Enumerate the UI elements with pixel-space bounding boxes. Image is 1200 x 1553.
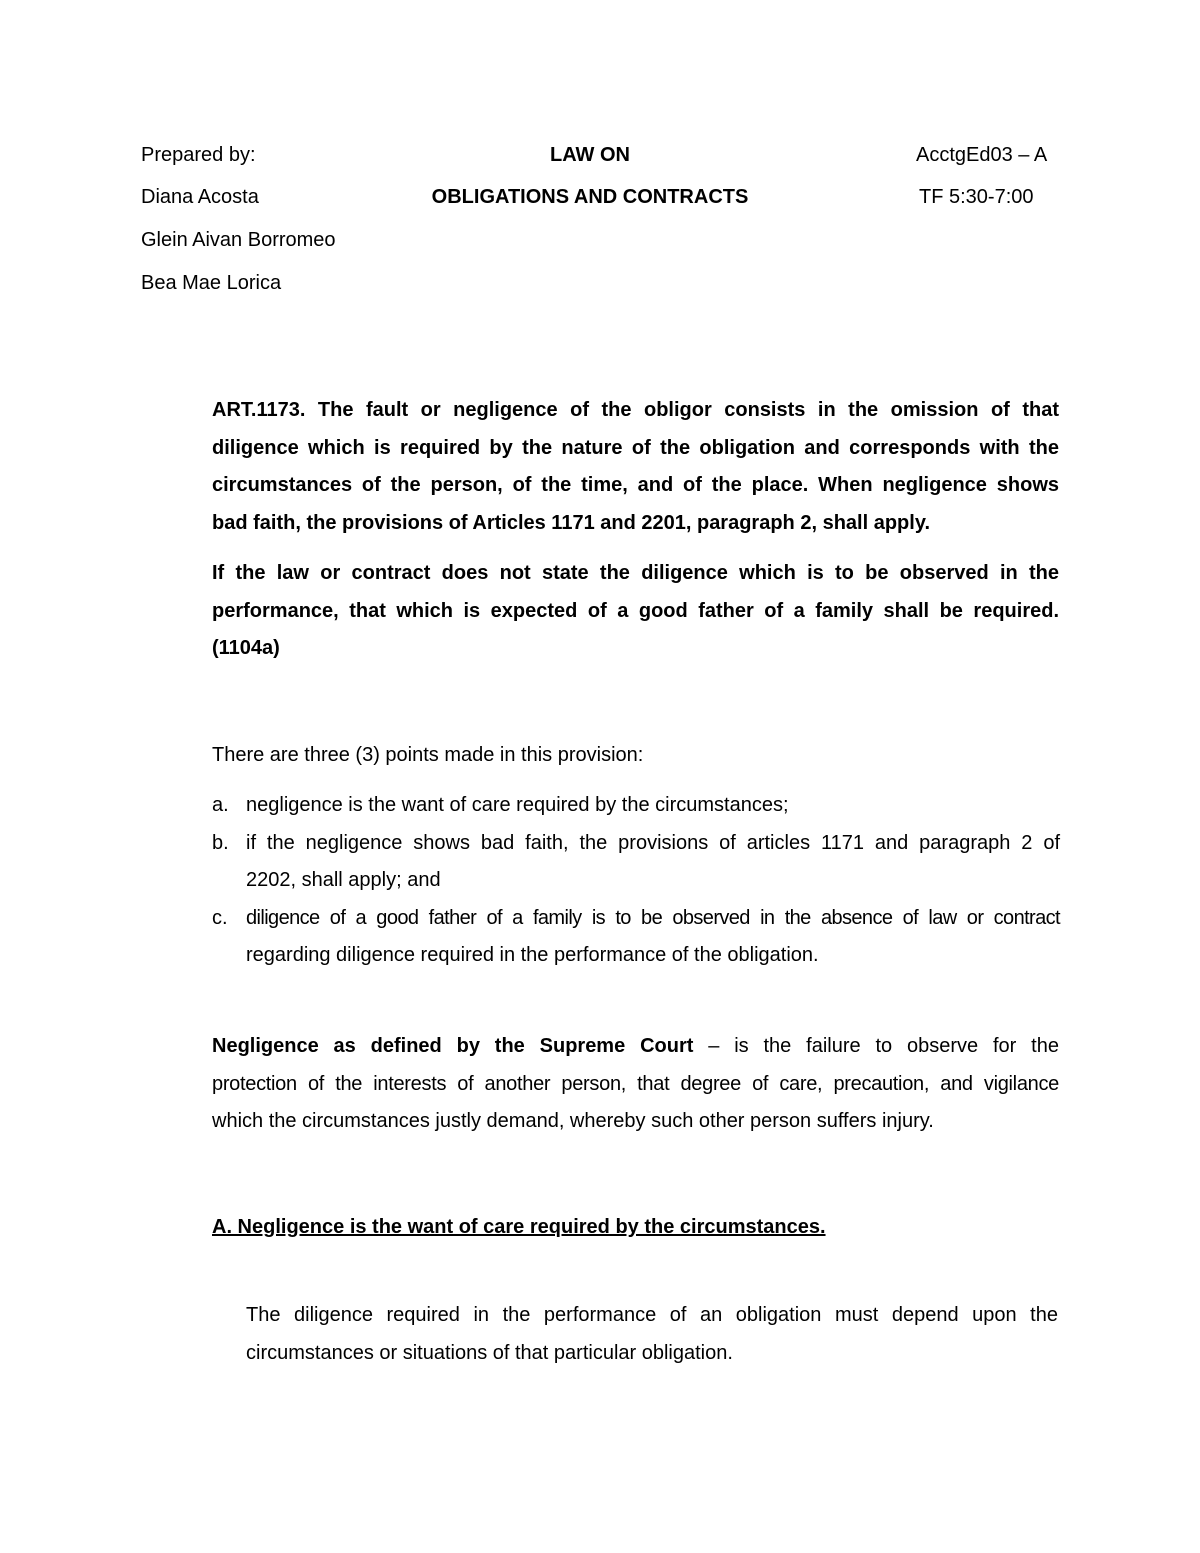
negligence-definition <box>212 1028 1059 1141</box>
author-name: Diana Acosta <box>141 186 259 208</box>
document-title-line1: LAW ON <box>550 144 630 166</box>
article-1173-paragraph <box>212 392 1059 542</box>
course-code: AcctgEd03 – A <box>916 144 1048 166</box>
list-item-text: if the negligence shows bad faith, the provisions of articles 1171 and paragraph 2 of <box>246 832 1060 854</box>
article-line: diligence which is required by the nature of the obligation and corresponds with the <box>212 436 1059 459</box>
author-name: Bea Mae Lorica <box>141 272 282 294</box>
class-schedule: TF 5:30-7:00 <box>919 186 1034 208</box>
definition-line <box>212 1028 1059 1066</box>
list-marker: b. <box>212 832 229 854</box>
list-item-text: diligence of a good father of a family is to be observed in the absence of law or contract <box>246 907 1060 929</box>
article-line: ART.1173. The fault or negligence of the obligor consists in the omission of that <box>212 399 1059 421</box>
article-line: (1104a) <box>212 637 280 659</box>
definition-text: – is the failure to observe for the <box>693 1035 1059 1057</box>
list-marker: c. <box>212 907 228 929</box>
paragraph-line: circumstances or situations of that particular obligation. <box>246 1341 733 1364</box>
definition-term: Negligence as defined by the Supreme Court <box>212 1035 694 1057</box>
article-line: If the law or contract does not state the diligence which is to be observed in the <box>212 562 1059 584</box>
points-intro: There are three (3) points made in this provision: <box>212 744 644 766</box>
section-a-paragraph <box>246 1297 1058 1372</box>
definition-line: protection of the interests of another person, that degree of care, precaution, and vigilance <box>212 1072 1059 1095</box>
paragraph-line: The diligence required in the performance of an obligation must depend upon the <box>246 1304 1058 1326</box>
definition-line: which the circumstances justly demand, whereby such other person suffers injury. <box>212 1110 934 1132</box>
list-item-text: negligence is the want of care required by the circumstances; <box>246 794 789 816</box>
list-marker: a. <box>212 794 229 816</box>
prepared-by-label: Prepared by: <box>141 144 256 166</box>
list-item-text: 2202, shall apply; and <box>246 869 441 891</box>
document-title-line2: OBLIGATIONS AND CONTRACTS <box>431 186 749 208</box>
list-item <box>212 900 1060 974</box>
article-line: performance, that which is expected of a good father of a family shall be required. <box>212 599 1059 622</box>
author-name: Glein Aivan Borromeo <box>141 229 336 251</box>
article-line: bad faith, the provisions of Articles 1171 and 2201, paragraph 2, shall apply. <box>212 511 931 534</box>
article-1173-paragraph-2 <box>212 555 1059 668</box>
section-a-heading: A. Negligence is the want of care required by the circumstances. <box>212 1216 826 1238</box>
list-item <box>212 825 1060 899</box>
article-line: circumstances of the person, of the time, and of the place. When negligence shows <box>212 474 1059 496</box>
list-item-text: regarding diligence required in the performance of the obligation. <box>246 944 819 966</box>
